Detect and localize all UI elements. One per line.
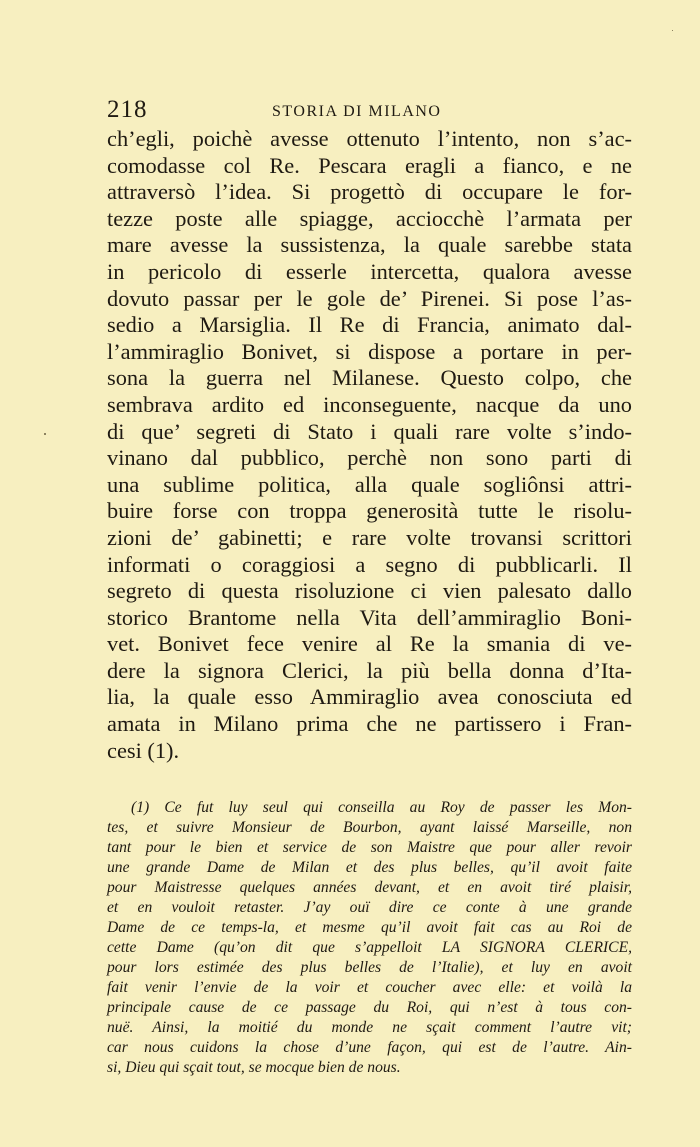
- footnote-line: nuë. Ainsi, la moitié du monde ne sçait comment l’autre vit;: [107, 1019, 632, 1036]
- body-line: l’ammiraglio Bonivet, si dispose a portare in per-: [107, 338, 632, 364]
- body-line: comodasse col Re. Pescara eragli a fianco, e ne: [107, 152, 632, 178]
- body-line: di que’ segreti di Stato i quali rare volte s’indo-: [107, 418, 632, 444]
- body-line: attraversò l’idea. Si progettò di occupare le for-: [107, 179, 632, 205]
- footnote-line: si, Dieu qui sçait tout, se mocque bien de nous.: [107, 1059, 401, 1076]
- body-line: sona la guerra nel Milanese. Questo colpo, che: [107, 365, 632, 391]
- footnote-line: principale cause de ce passage du Roi, qui n’est à tous con-: [107, 999, 632, 1016]
- body-line: cesi (1).: [107, 737, 180, 763]
- body-line: mare avesse la sussistenza, la quale sarebbe stata: [107, 232, 632, 258]
- body-line: una sublime politica, alla quale sogliônsi attri-: [107, 471, 632, 497]
- body-line: buire forse con troppa generosità tutte le risolu-: [107, 498, 632, 524]
- footnote-line: pour Maistresse quelques années devant, et en avoit tiré plaisir,: [107, 879, 632, 896]
- footnote-line: tant pour le bien et service de son Maistre que pour aller revoir: [107, 839, 632, 856]
- body-line: tezze poste alle spiagge, acciocchè l’armata per: [107, 205, 632, 231]
- paper-speck: [44, 433, 46, 435]
- footnote-line: car nous cuidons la chose d’une façon, qui est de l’autre. Ain-: [107, 1039, 632, 1056]
- body-line: informati o coraggiosi a segno di pubblicarli. Il: [107, 551, 632, 577]
- footnote-line: cette Dame (qu’on dit que s’appelloit LA SIGNORA CLERICE,: [107, 939, 632, 956]
- body-line: zioni de’ gabinetti; e rare volte trovansi scrittori: [107, 524, 632, 550]
- body-line: sembrava ardito ed inconseguente, nacque da uno: [107, 391, 632, 417]
- body-line: amata in Milano prima che ne partissero i Fran-: [107, 711, 632, 737]
- footnote-line: Dame de ce temps-la, et mesme qu’il avoit fait cas au Roi de: [107, 919, 632, 936]
- footnote-line: fait venir l’envie de la voir et coucher avec elle: et voilà la: [107, 979, 632, 996]
- body-line: sedio a Marsiglia. Il Re di Francia, animato dal-: [107, 312, 632, 338]
- page-number: 218: [107, 96, 148, 123]
- running-head: [107, 96, 627, 124]
- footnote-line: (1) Ce fut luy seul qui conseilla au Roy de passer les Mon-: [131, 799, 632, 816]
- body-line: segreto di questa risoluzione ci vien palesato dallo: [107, 578, 632, 604]
- footnote: [107, 798, 632, 1078]
- footnote-line: pour lors estimée des plus belles de l’Italie), et luy en avoit: [107, 959, 632, 976]
- body-line: storico Brantome nella Vita dell’ammiraglio Boni-: [107, 604, 632, 630]
- body-text: [107, 126, 632, 764]
- footnote-line: et en vouloit retaster. J’ay ouï dire ce conte à une grande: [107, 899, 632, 916]
- body-line: ch’egli, poichè avesse ottenuto l’intento, non s’ac-: [107, 126, 632, 151]
- body-line: in pericolo di esserle intercetta, qualora avesse: [107, 258, 632, 284]
- body-line: dovuto passar per le gole de’ Pirenei. Si pose l’as-: [107, 285, 632, 311]
- footnote-line: une grande Dame de Milan et des plus belles, qu’il avoit faite: [107, 859, 632, 876]
- body-line: lia, la quale esso Ammiraglio avea conosciuta ed: [107, 684, 632, 710]
- running-title: STORIA DI MILANO: [272, 103, 442, 120]
- paper-speck: [672, 30, 673, 31]
- body-line: vet. Bonivet fece venire al Re la smania di ve-: [107, 631, 632, 657]
- footnote-line: tes, et suivre Monsieur de Bourbon, ayant laissé Marseille, non: [107, 819, 632, 836]
- body-line: vinano dal pubblico, perchè non sono parti di: [107, 445, 632, 471]
- body-line: dere la signora Clerici, la più bella donna d’Ita-: [107, 657, 632, 683]
